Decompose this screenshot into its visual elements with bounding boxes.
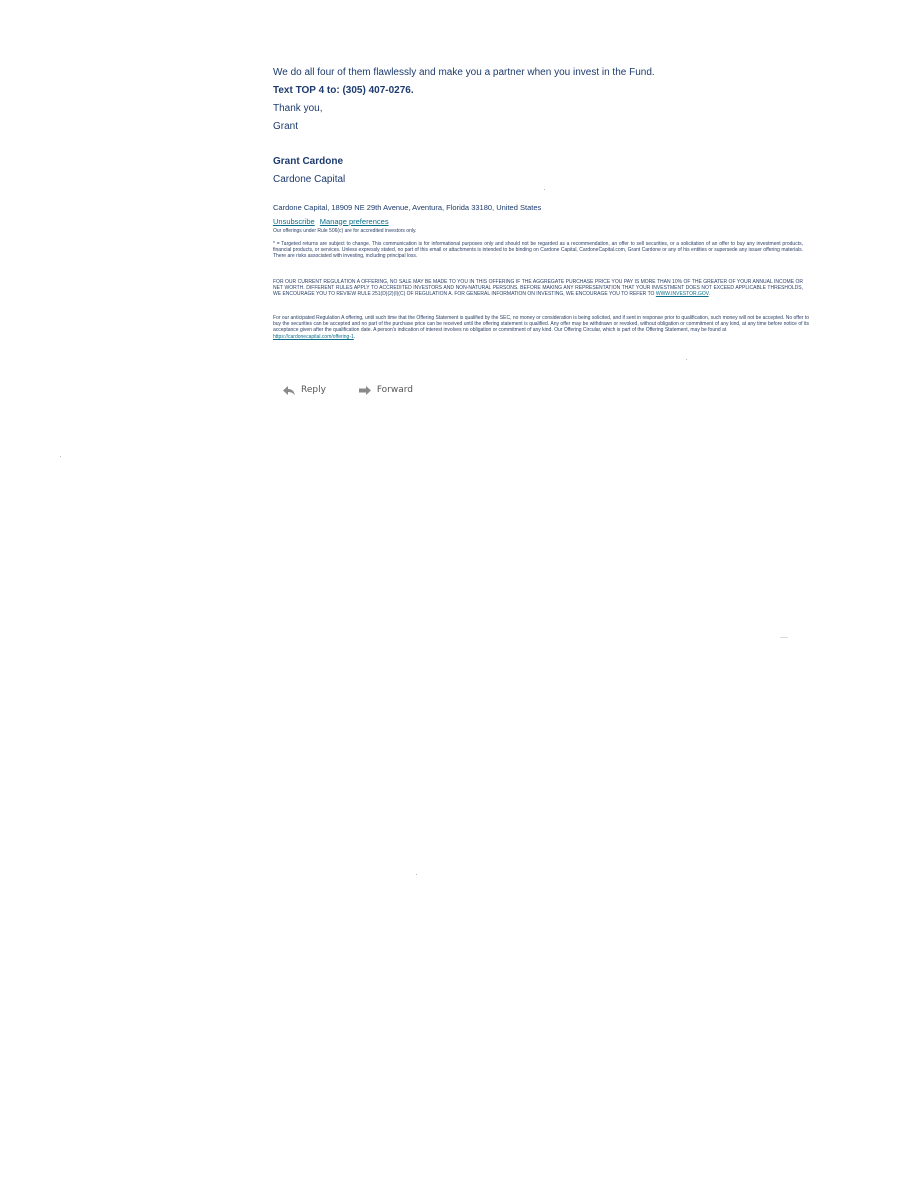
scan-speck [780, 637, 788, 638]
footer-links [273, 217, 389, 227]
footer-address: Cardone Capital, 18909 NE 29th Avenue, Aventura, Florida 33180, United States [273, 202, 542, 212]
email-actions [283, 385, 443, 398]
forward-label: Forward [376, 385, 414, 395]
forward-arrow-icon [359, 386, 371, 395]
investor-gov-link[interactable]: WWW.INVESTOR.GOV [655, 291, 709, 298]
disclaimer-regulation-a [273, 279, 803, 298]
scan-speck [686, 359, 687, 360]
unsubscribe-link[interactable]: Unsubscribe [273, 216, 315, 226]
scan-speck [416, 874, 417, 875]
body-line-grant: Grant [273, 121, 299, 132]
reply-label: Reply [301, 385, 326, 395]
scan-speck [60, 456, 61, 457]
disclaimer-targeted-returns: * = Targeted returns are subject to change. This communication is for informational purposes only and should not be regarded as a recommendation, an offer to sell securities, or a solicitation of an offer to buy any investment products, financial products, or services. Unless expressly stated, no part of this email or attachments is intended to be binding on Cardone Capital, CardoneCapital.com, Grant Cardone or any of his entities or supersede any issuer offering materials. There are risks associated with investing, including principal loss. [273, 241, 803, 260]
body-line-thank-you: Thank you, [273, 103, 323, 114]
offering-circular-link[interactable]: https://cardonecapital.com/offering-1 [273, 333, 354, 340]
body-line-fund: We do all four of them flawlessly and make you a partner when you invest in the Fund. [273, 67, 655, 78]
anticipated-end: . [353, 333, 356, 340]
forward-button[interactable] [359, 385, 413, 395]
reply-arrow-icon [283, 386, 295, 395]
disclaimer-rule506: Our offerings under Rule 506(c) are for accredited investors only. [273, 228, 417, 234]
anticipated-text: For our anticipated Regulation A offering, until such time that the Offering Statement is qualified by the SEC, no money or consideration is being solicited, and if sent in response prior to qualification, such money will not be accepted. No offer to buy the securities can be accepted and no part of the purchase price can be received until the offering statement is qualified. Any offer may be withdrawn or revoked, without obligation or commitment of any kind, at any time before notice of its acceptance given after the qualification date. A person's indication of interest involves no obligation or commitment of any kind. Our Offering Circular, which is part of the Offering Statement, may be found at [273, 315, 809, 334]
reply-button[interactable] [283, 385, 326, 395]
regulation-a-text: FOR OUR CURRENT REGULATION A OFFERING, NO SALE MAY BE MADE TO YOU IN THIS OFFERING IF THE AGGREGATE PURCHASE PRICE YOU PAY IS MORE THAN 10% OF THE GREATER OF YOUR ANNUAL INCOME OR NET WORTH. DIFFERENT RULES APPLY TO ACCREDITED INVESTORS AND NON-NATURAL PERSONS. BEFORE MAKING ANY REPRESENTATION THAT YOUR INVESTMENT DOES NOT EXCEED APPLICABLE THRESHOLDS, WE ENCOURAGE YOU TO REVIEW RULE 251(D)(2)(I)(C) OF REGULATION A. FOR GENERAL INFORMATION ON INVESTING, WE ENCOURAGE YOU TO REFER TO [273, 279, 803, 298]
regulation-a-end: . [708, 291, 711, 298]
scan-speck [544, 189, 545, 190]
manage-preferences-link[interactable]: Manage preferences [319, 216, 389, 226]
disclaimer-anticipated-offering [273, 315, 809, 340]
signature-name: Grant Cardone [273, 156, 344, 167]
signature-company: Cardone Capital [273, 174, 346, 185]
body-line-text-top4: Text TOP 4 to: (305) 407-0276. [273, 85, 414, 96]
